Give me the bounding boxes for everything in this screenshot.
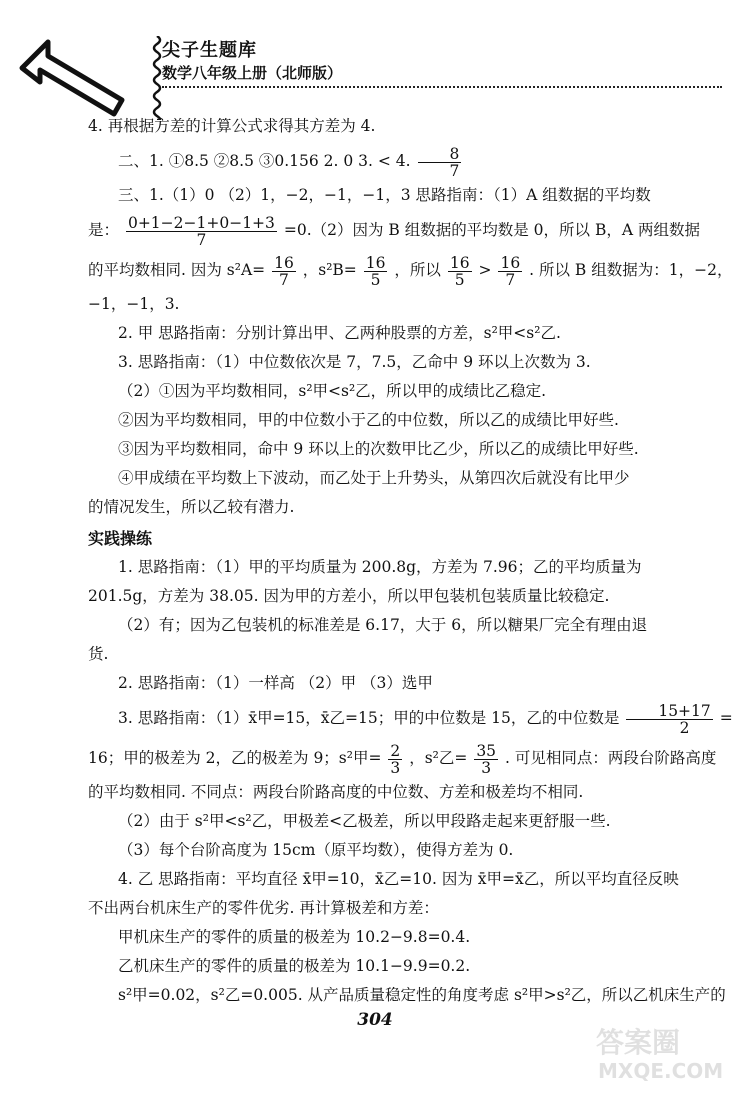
numerator: 16: [500, 253, 521, 272]
numerator: 35: [476, 741, 497, 760]
header-divider: [162, 86, 722, 88]
text-span: ，s²B=: [302, 261, 357, 279]
text-line: 2. 思路指南：（1）一样高 （2）甲 （3）选甲: [118, 674, 433, 692]
text-span: >: [478, 261, 492, 279]
text-span: =0.（2）因为 B 组数据的平均数是 0，所以 B，A 两组数据: [283, 221, 700, 239]
text-line: （3）每个台阶高度为 15cm（原平均数），使得方差为 0.: [118, 841, 514, 859]
text-line: 4. 再根据方差的计算公式求得其方差为 4.: [88, 117, 376, 135]
text-line: 货.: [88, 645, 109, 663]
text-line: [88, 141, 708, 181]
fraction: [364, 255, 388, 288]
text-span: ，所以: [394, 261, 441, 279]
text-line: （2）①因为平均数相同，s²甲<s²乙，所以甲的成绩比乙稳定.: [118, 382, 547, 400]
text-line: （2）有；因为乙包装机的标准差是 6.17，大于 6，所以糖果厂完全有理由退: [118, 616, 648, 634]
watermark-line1: 答案圈: [596, 1026, 681, 1059]
numerator: 16: [274, 253, 294, 272]
answer-content: [88, 112, 733, 1010]
denominator: 2: [679, 718, 690, 737]
page-number: 304: [357, 1010, 393, 1030]
text-line: 的情况发生，所以乙较有潜力.: [88, 498, 295, 516]
text-line: ③因为平均数相同，命中 9 环以上的次数甲比乙少，所以乙的成绩比甲好些.: [118, 440, 639, 458]
numerator: 16: [449, 253, 470, 272]
numerator: 16: [365, 253, 386, 272]
text-line: 4. 乙 思路指南：平均直径 x̄甲=10，x̄乙=10. 因为 x̄甲=x̄乙，所以平均直径反映: [118, 870, 679, 888]
text-line: [88, 698, 733, 738]
denominator: 5: [454, 270, 465, 289]
fraction: [448, 255, 472, 288]
numerator: 0+1−2−1+0−1+3: [127, 213, 275, 232]
fraction: [126, 215, 277, 248]
text-line: [88, 210, 708, 250]
header-subtitle: 数学八年级上册（北师版）: [162, 64, 343, 82]
numerator: 8: [418, 146, 462, 163]
denominator: 7: [505, 270, 516, 289]
text-line: 1. 思路指南：（1）甲的平均质量为 200.8g，方差为 7.96；乙的平均质量为: [118, 558, 642, 576]
text-span: 二、1. ①8.5 ②8.5 ③0.156 2. 0 3. < 4.: [118, 152, 416, 170]
denominator: 7: [196, 230, 207, 249]
fraction: [388, 743, 402, 776]
text-span: =: [719, 709, 733, 727]
text-span: 16；甲的极差为 2，乙的极差为 9；s²甲=: [88, 749, 382, 767]
fraction: [418, 146, 462, 179]
text-line: 2. 甲 思路指南：分别计算出甲、乙两种股票的方差，s²甲<s²乙.: [118, 324, 561, 342]
watermark-line2: MXQE.COM: [598, 1059, 724, 1083]
text-line: 乙机床生产的零件的质量的极差为 10.1−9.9=0.2.: [118, 957, 471, 975]
denominator: 3: [390, 758, 401, 777]
fraction: [626, 703, 712, 736]
arrow-logo-icon: [18, 38, 128, 118]
denominator: 7: [279, 270, 289, 289]
text-line: ④甲成绩在平均数上下波动，而乙处于上升势头，从第四次后就没有比甲少: [118, 469, 630, 487]
numerator: 2: [390, 741, 401, 760]
denominator: 5: [370, 270, 381, 289]
text-span: . 所以 B 组数据为：1，−2，: [529, 261, 733, 279]
header-title: 尖子生题库: [162, 40, 257, 61]
denominator: 3: [481, 758, 492, 777]
watermark-logo-icon: [588, 1020, 738, 1086]
text-line: 3. 思路指南：（1）中位数依次是 7，7.5，乙命中 9 环以上次数为 3.: [118, 353, 591, 371]
text-span: 是：: [88, 221, 120, 239]
numerator: 15+17: [626, 703, 712, 720]
text-line: 三、1.（1）0 （2）1，−2，−1，−1，3 思路指南：（1）A 组数据的平均数: [118, 186, 651, 204]
text-line: 的平均数相同. 不同点：两段台阶路高度的中位数、方差和极差均不相同.: [88, 783, 584, 801]
text-line: ②因为平均数相同，甲的中位数小于乙的中位数，所以乙的成绩比甲好些.: [118, 411, 619, 429]
text-span: 的平均数相同. 因为 s²A=: [88, 261, 266, 279]
text-line: （2）由于 s²甲<s²乙，甲极差<乙极差，所以甲段路走起来更舒服一些.: [118, 812, 611, 830]
text-line: [88, 738, 717, 778]
fraction: [498, 255, 522, 288]
denominator: 7: [449, 161, 460, 180]
text-line: 201.5g，方差为 38.05. 因为甲的方差小，所以甲包装机包装质量比较稳定.: [88, 587, 610, 605]
text-line: 不出两台机床生产的零件优劣. 再计算极差和方差：: [88, 899, 439, 917]
text-line: 甲机床生产的零件的质量的极差为 10.2−9.8=0.4.: [118, 928, 471, 946]
fraction: [272, 255, 296, 288]
text-line: s²甲=0.02，s²乙=0.005. 从产品质量稳定性的角度考虑 s²甲>s²乙，所以乙机床生产的: [118, 986, 726, 1004]
text-span: . 可见相同点：两段台阶路高度: [504, 749, 717, 767]
text-line: [88, 250, 733, 290]
text-line: −1，−1，3.: [88, 295, 180, 313]
section-heading: 实践操练: [88, 529, 153, 548]
text-span: 3. 思路指南：（1）x̄甲=15，x̄乙=15；甲的中位数是 15，乙的中位数是: [118, 709, 620, 727]
fraction: [474, 743, 498, 776]
text-span: ，s²乙=: [409, 749, 468, 767]
